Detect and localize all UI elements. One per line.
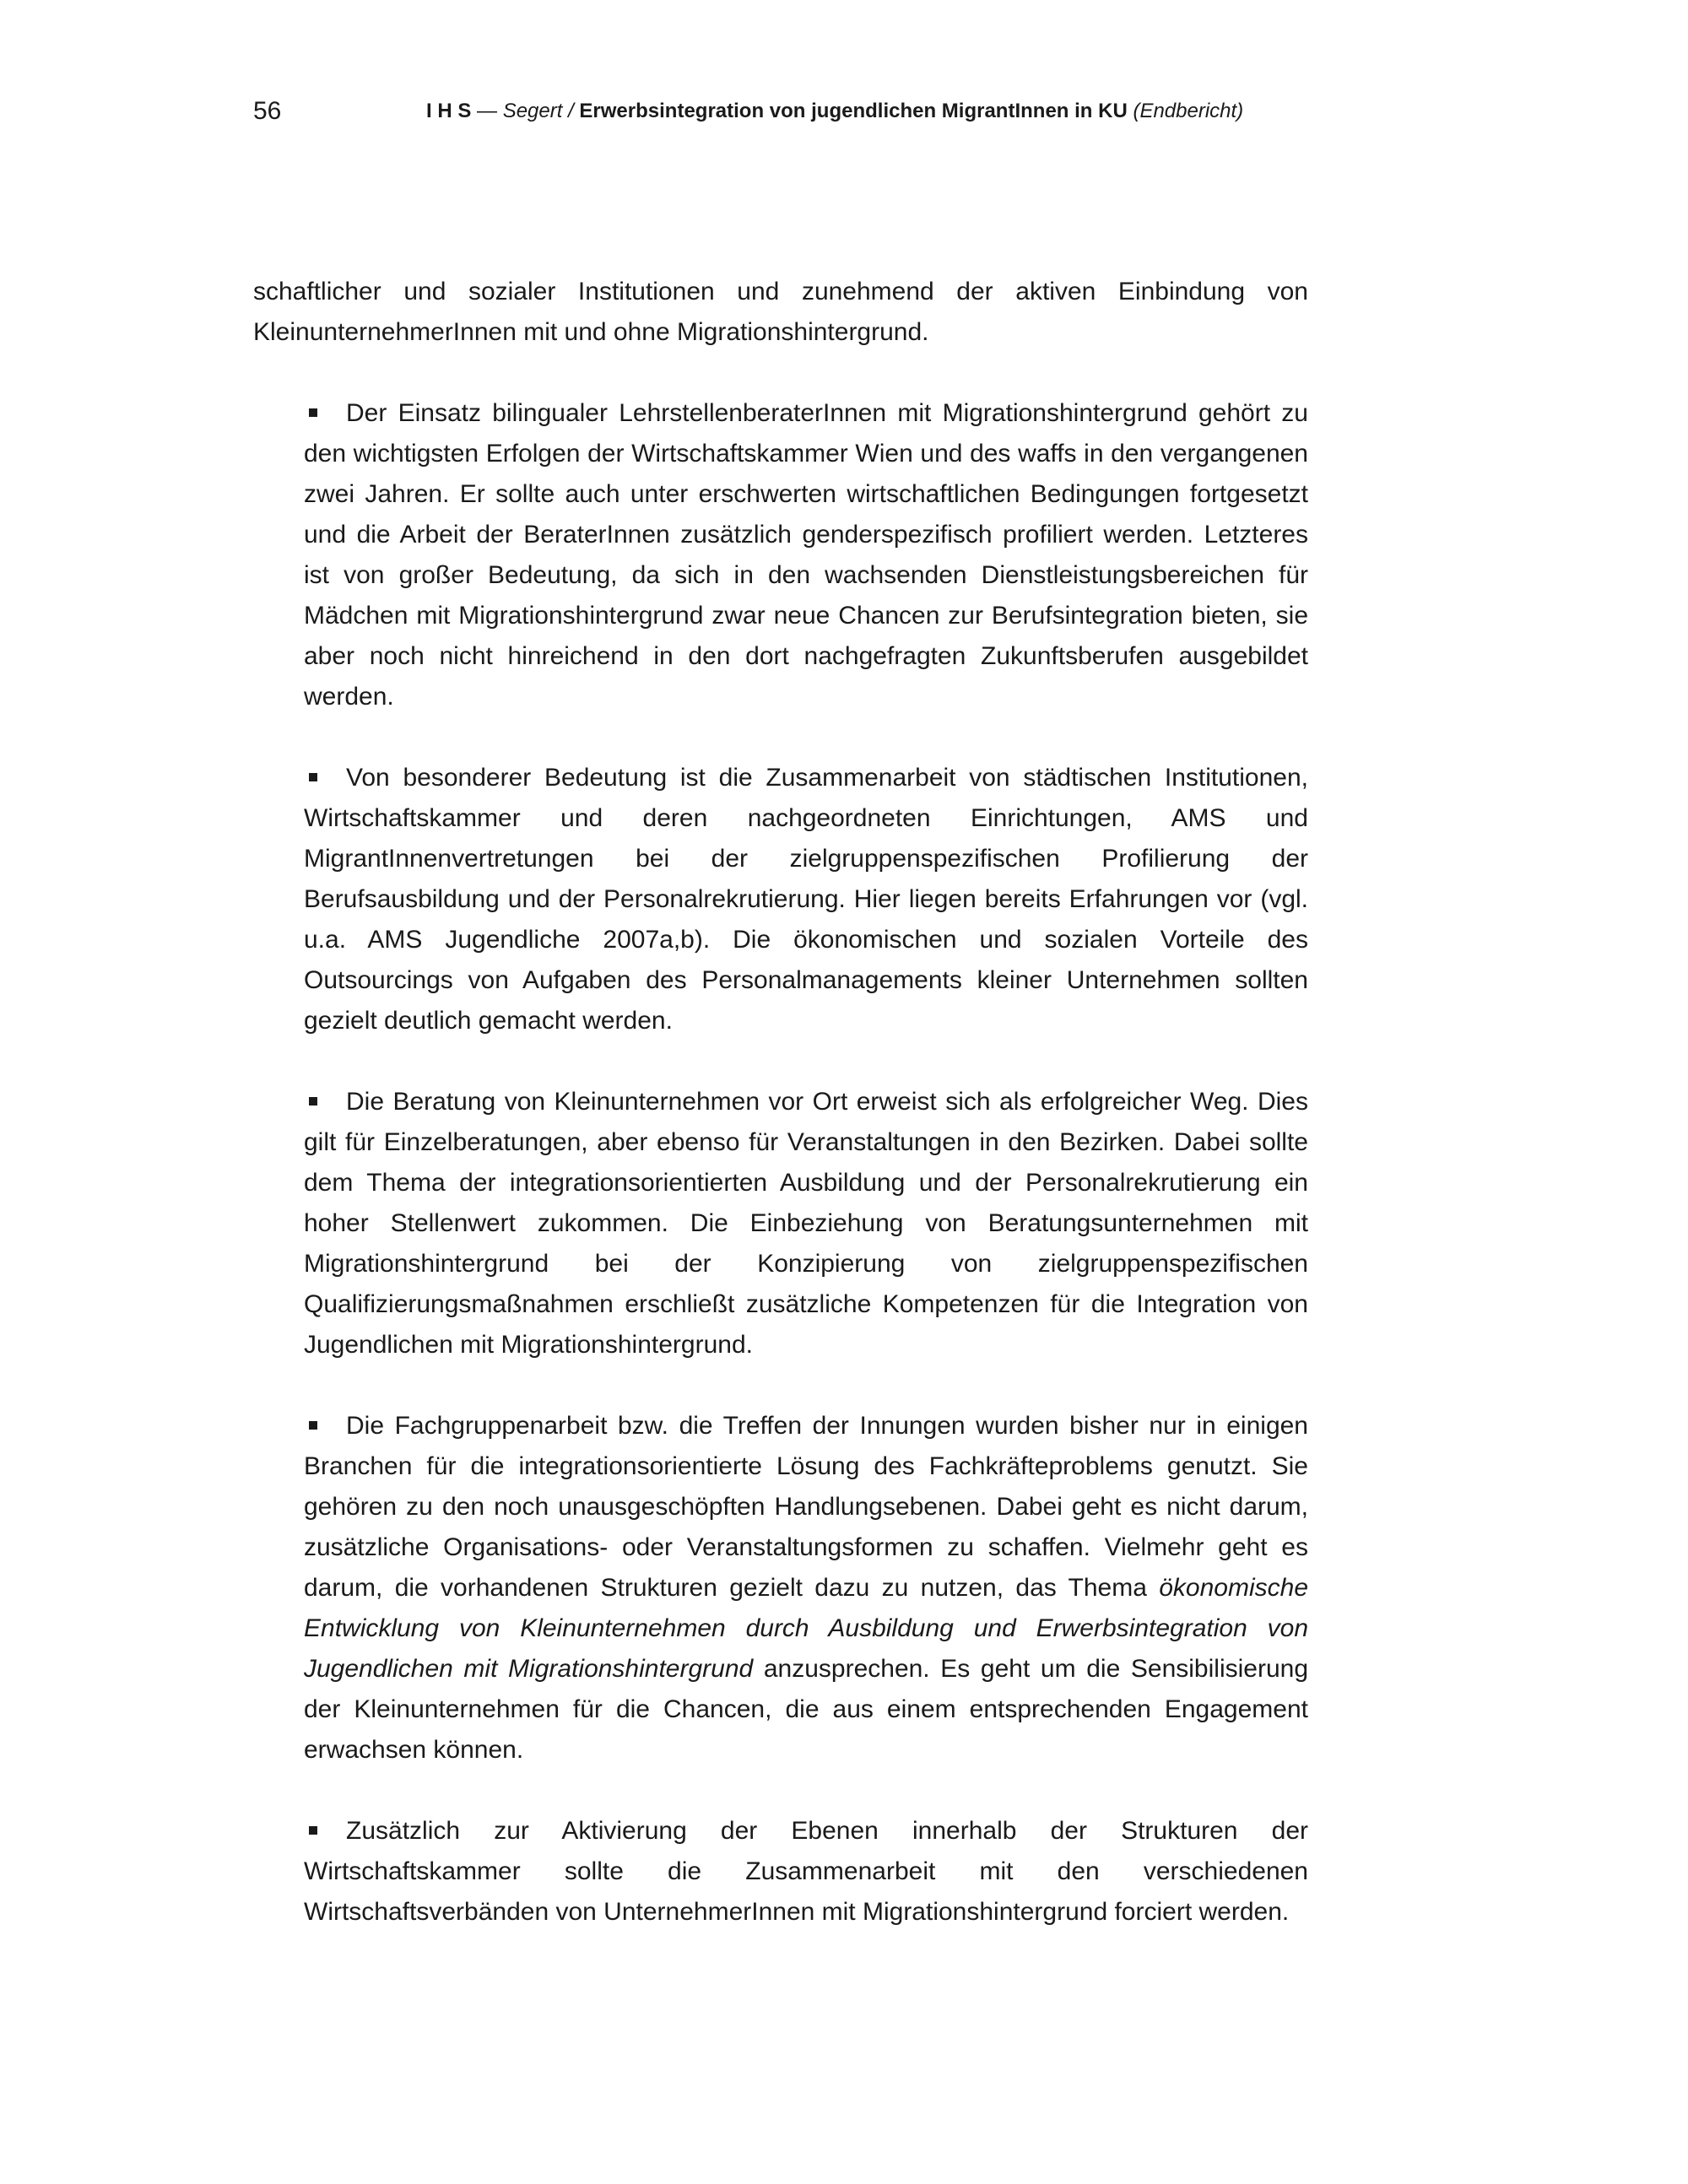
list-item-text: Der Einsatz bilingualer LehrstellenberaterInnen mit Migrationshintergrund gehört zu den wichtigsten Erfolgen der Wirtschaftskammer Wien und des waffs in den vergangenen zwei Jahren. Er sollte auch unter erschwerten wirtschaftlichen Bedingungen fortgesetzt und die Arbeit der BeraterInnen zusätzlich genderspezifisch profiliert werden. Letzteres ist von großer Bedeutung, da sich in den wachsenden Dienstleistungsbereichen für Mädchen mit Migrationshintergrund zwar neue Chancen zur Berufsintegration bieten, sie aber noch nicht hinreichend in den dort nachgefragten Zukunftsberufen ausgebildet werden.	[304, 399, 1308, 711]
square-bullet-icon	[309, 1826, 317, 1835]
header-publisher: I H S	[426, 100, 472, 122]
header-author: Segert /	[502, 100, 574, 122]
header-title: Erwerbsintegration von jugendlichen MigrantInnen in KU	[579, 100, 1128, 122]
list-item-emphasis: ökonomische Entwicklung von Kleinunternehmen durch Ausbildung und Erwerbsintegration von Jugendlichen mit Migrationshintergrund	[304, 1574, 1308, 1683]
square-bullet-icon	[309, 1421, 317, 1430]
running-header	[426, 96, 1243, 127]
intro-paragraph: schaftlicher und sozialer Institutionen und zunehmend der aktiven Einbindung von KleinunternehmerInnen mit und ohne Migrationshintergrund.	[253, 278, 1308, 346]
list-item	[304, 393, 1308, 717]
list-item-text: Von besonderer Bedeutung ist die Zusammenarbeit von städtischen Institutionen, Wirtschaftskammer und deren nachgeordneten Einrichtungen, AMS und MigrantInnenvertretungen bei der zielgruppenspezifischen Profilierung der Berufsausbildung und der Personalrekrutierung. Hier liegen bereits Erfahrungen vor (vgl. u.a. AMS Jugendliche 2007a,b). Die ökonomischen und sozialen Vorteile des Outsourcings von Aufgaben des Personalmanagements kleiner Unternehmen sollten gezielt deutlich gemacht werden.	[304, 764, 1308, 1035]
list-item	[304, 758, 1308, 1041]
list-item	[304, 1811, 1308, 1933]
list-item	[304, 1406, 1308, 1770]
recommendation-list	[253, 393, 1308, 1933]
page-number: 56	[253, 97, 282, 125]
header-subtitle: (Endbericht)	[1133, 100, 1244, 122]
body-text	[253, 272, 1308, 1973]
list-item-text-before: Die Fachgruppenarbeit bzw. die Treffen der Innungen wurden bisher nur in einigen Branchen für die integrationsorientierte Lösung des Fachkräfteproblems genutzt. Sie gehören zu den noch unausgeschöpften Handlungsebenen. Dabei geht es nicht darum, zusätzliche Organisations- oder Veranstaltungsformen zu schaffen. Vielmehr geht es darum, die vorhandenen Strukturen gezielt dazu zu nutzen, das Thema	[304, 1412, 1308, 1602]
square-bullet-icon	[309, 773, 317, 781]
list-item	[304, 1082, 1308, 1365]
square-bullet-icon	[309, 1097, 317, 1106]
square-bullet-icon	[309, 408, 317, 417]
list-item-text: Zusätzlich zur Aktivierung der Ebenen innerhalb der Strukturen der Wirtschaftskammer sollte die Zusammenarbeit mit den verschiedenen Wirtschaftsverbänden von UnternehmerInnen mit Migrationshintergrund forciert werden.	[304, 1817, 1308, 1926]
list-item-text-after: anzusprechen. Es geht um die Sensibilisierung der Kleinunternehmen für die Chancen, die aus einem entsprechenden Engagement erwachsen können.	[304, 1655, 1309, 1764]
list-item-text: Die Beratung von Kleinunternehmen vor Ort erweist sich als erfolgreicher Weg. Dies gilt für Einzelberatungen, aber ebenso für Veranstaltungen in den Bezirken. Dabei sollte dem Thema der integrationsorientierten Ausbildung und der Personalrekrutierung ein hoher Stellenwert zukommen. Die Einbeziehung von Beratungsunternehmen mit Migrationshintergrund bei der Konzipierung von zielgruppenspezifischen Qualifizierungsmaßnahmen erschließt zusätzliche Kompetenzen für die Integration von Jugendlichen mit Migrationshintergrund.	[304, 1088, 1308, 1359]
header-dash: —	[471, 100, 503, 122]
